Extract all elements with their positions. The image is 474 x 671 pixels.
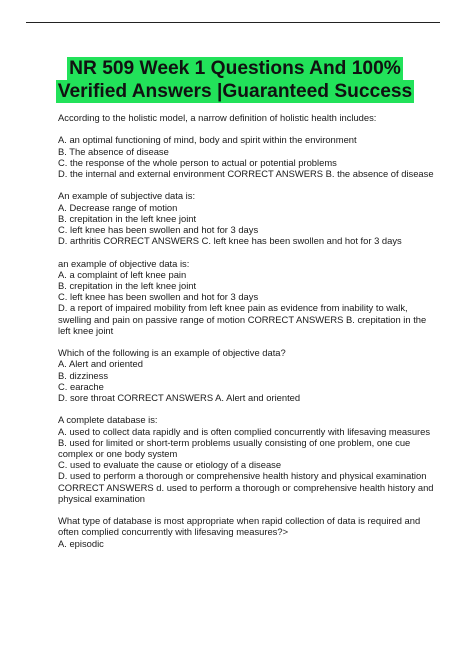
question-block xyxy=(58,515,438,549)
answer-option: D. arthritis CORRECT ANSWERS C. left knee has been swollen and hot for 3 days xyxy=(58,235,402,247)
question-text: Which of the following is an example of objective data? xyxy=(58,347,286,359)
answer-option: C. used to evaluate the cause or etiology of a disease xyxy=(58,459,282,471)
question-text: What type of database is most appropriate when rapid collection of data is required and often complied concurrently with lifesaving measures?> xyxy=(58,515,421,538)
title-line-2: Verified Answers |Guaranteed Success xyxy=(57,81,413,102)
question-text: A complete database is: xyxy=(58,414,158,426)
document-body xyxy=(58,112,438,560)
answer-option: A. Decrease range of motion xyxy=(58,201,178,213)
answer-option: C. earache xyxy=(58,380,104,392)
answer-option: C. left knee has been swollen and hot for 3 days xyxy=(58,224,259,235)
question-text: An example of subjective data is: xyxy=(58,190,196,202)
answer-option: B. used for limited or short-term problems usually consisting of one problem, one cue complex or one body system xyxy=(58,436,411,460)
spacer xyxy=(58,123,438,134)
answer-option: D. a report of impaired mobility from left knee pain as evidence from inability to walk, swelling and pain on passive range of motion CORRECT ANSWERS B. crepitation in the left knee joint xyxy=(58,302,427,336)
answer-option: B. dizziness xyxy=(58,369,109,381)
answer-option: A. an optimal functioning of mind, body and spirit within the environment xyxy=(58,134,357,146)
question-block xyxy=(58,112,438,179)
answer-option: D. sore throat CORRECT ANSWERS A. Alert and oriented xyxy=(58,392,301,404)
answer-option: A. used to collect data rapidly and is often complied concurrently with lifesaving measures xyxy=(58,425,431,437)
question-block xyxy=(58,258,438,336)
answer-option: C. left knee has been swollen and hot for 3 days xyxy=(58,291,259,303)
question-text: According to the holistic model, a narrow definition of holistic health includes: xyxy=(58,112,377,123)
question-block xyxy=(58,414,438,504)
top-rule xyxy=(26,22,440,23)
question-text: an example of objective data is: xyxy=(58,257,190,269)
title-line-1: NR 509 Week 1 Questions And 100% xyxy=(69,58,401,79)
document-title xyxy=(30,57,440,103)
question-block xyxy=(58,190,438,246)
answer-option: B. crepitation in the left knee joint xyxy=(58,212,197,224)
question-block xyxy=(58,347,438,403)
answer-option: B. crepitation in the left knee joint xyxy=(58,280,197,291)
answer-option: D. the internal and external environment CORRECT ANSWERS B. the absence of disease xyxy=(58,168,434,179)
answer-option: A. Alert and oriented xyxy=(58,358,143,370)
answer-option: D. used to perform a thorough or comprehensive health history and physical examination CORRECT ANSWERS d. used to perform a thorough or comprehensive health history and physical examination xyxy=(58,470,434,504)
answer-option: C. the response of the whole person to actual or potential problems xyxy=(58,156,337,168)
answer-option: B. The absence of disease xyxy=(58,145,169,157)
answer-option: A. a complaint of left knee pain xyxy=(58,268,187,280)
answer-option: A. episodic xyxy=(58,537,104,549)
